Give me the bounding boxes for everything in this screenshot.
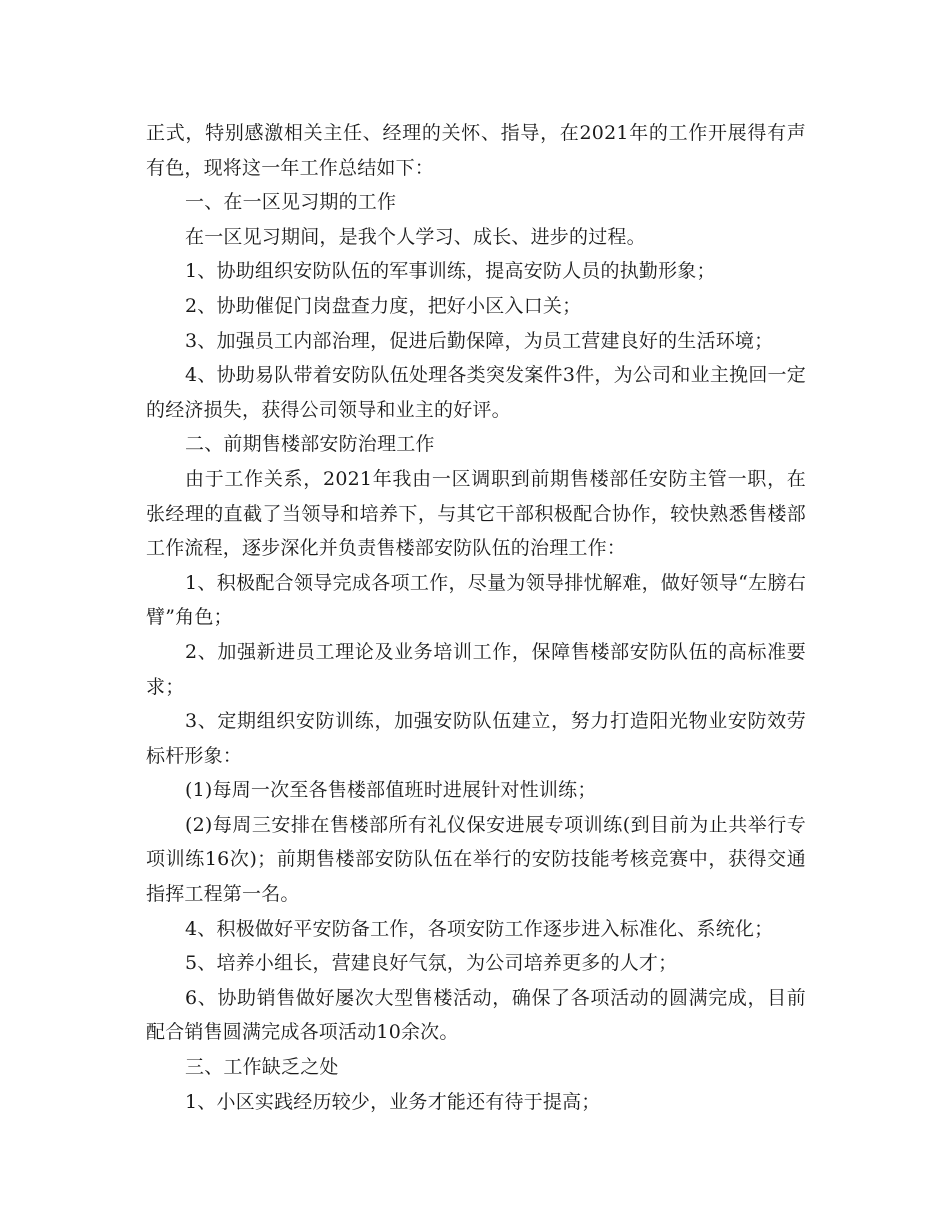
- list-item: 1、协助组织安防队伍的军事训练，提高安防人员的执勤形象；: [185, 260, 716, 283]
- sub-list-item: (1)每周一次至各售楼部值班时进展针对性训练；: [185, 779, 597, 802]
- paragraph: 由于工作关系，2021年我由一区调职到前期售楼部任安防主管一职，在张经理的直截了当领导和培养下，与其它干部积极配合协作，较快熟悉售楼部工作流程，逐步深化并负责售楼部安防队伍的治理工作：: [146, 467, 806, 560]
- section-heading: 二、前期售楼部安防治理工作: [185, 433, 435, 456]
- list-item: 2、加强新进员工理论及业务培训工作，保障售楼部安防队伍的高标准要求；: [146, 640, 806, 698]
- document-body: [146, 116, 806, 1119]
- list-item: 3、加强员工内部治理，促进后勤保障，为员工营建良好的生活环境；: [185, 329, 774, 352]
- section-heading: 三、工作缺乏之处: [185, 1056, 339, 1079]
- list-item: 6、协助销售做好屡次大型售楼活动，确保了各项活动的圆满完成，目前配合销售圆满完成各项活动10余次。: [146, 986, 806, 1044]
- list-item: 2、协助催促门岗盘查力度，把好小区入口关；: [185, 294, 582, 317]
- list-item: 4、积极做好平安防备工作，各项安防工作逐步进入标准化、系统化；: [185, 917, 774, 940]
- list-item: 5、培养小组长，营建良好气氛，为公司培养更多的人才；: [185, 952, 678, 975]
- section-heading: 一、在一区见习期的工作: [185, 191, 397, 214]
- list-item: 4、协助易队带着安防队伍处理各类突发案件3件，为公司和业主挽回一定的经济损失，获得公司领导和业主的好评。: [146, 364, 806, 421]
- paragraph: 正式，特别感激相关主任、经理的关怀、指导，在2021年的工作开展得有声有色，现将这一年工作总结如下：: [146, 122, 806, 179]
- sub-list-item: (2)每周三安排在售楼部所有礼仪保安进展专项训练(到目前为止共举行专项训练16次)；前期售楼部安防队伍在举行的安防技能考核竞赛中，获得交通指挥工程第一名。: [146, 813, 806, 906]
- list-item: 3、定期组织安防训练，加强安防队伍建立，努力打造阳光物业安防效劳标杆形象：: [146, 710, 806, 767]
- list-item: 1、小区实践经历较少，业务才能还有待于提高；: [185, 1090, 601, 1113]
- list-item: 1、积极配合领导完成各项工作，尽量为领导排忧解难，做好领导“左膀右臂”角色；: [146, 571, 806, 629]
- paragraph: 在一区见习期间，是我个人学习、成长、进步的过程。: [185, 225, 646, 248]
